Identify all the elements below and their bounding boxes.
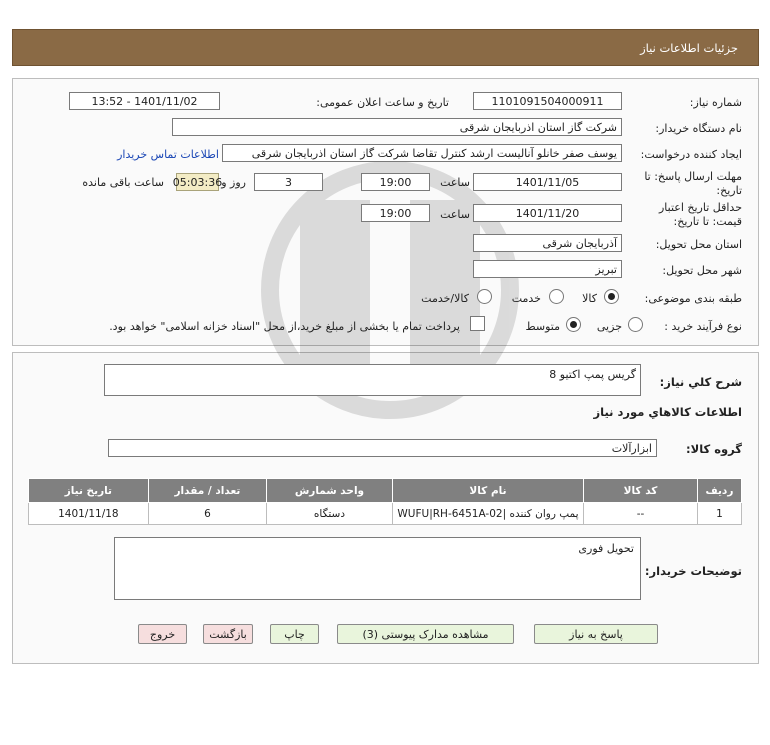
process-radio-minor[interactable]: [628, 317, 643, 332]
table-row: [29, 503, 742, 525]
category-option-goods-service: کالا/خدمت: [421, 292, 469, 305]
city-field: تبریز: [473, 260, 622, 278]
category-radio-goods-service[interactable]: [477, 289, 492, 304]
col-header-need-date: تاریخ نیاز: [29, 479, 149, 503]
print-button[interactable]: چاپ: [270, 624, 319, 644]
treasury-payment-note: پرداخت تمام یا بخشی از مبلغ خرید،از محل "اسناد خزانه اسلامی" خواهد بود.: [109, 320, 460, 333]
cell-row-number: 1: [697, 503, 741, 525]
summary-label: شرح کلي نیاز:: [659, 375, 742, 389]
reply-button[interactable]: پاسخ به نیاز: [534, 624, 658, 644]
remaining-time-label: ساعت باقی مانده: [82, 176, 164, 189]
buyer-notes-label: توضیحات خریدار:: [644, 564, 742, 578]
province-label: استان محل تحویل:: [655, 238, 742, 251]
col-header-row: ردیف: [697, 479, 741, 503]
category-option-goods: کالا: [582, 292, 597, 305]
goods-table-header: [29, 479, 742, 503]
buyer-org-field: شرکت گاز استان اذربایجان شرقی: [172, 118, 622, 136]
cell-quantity: 6: [148, 503, 266, 525]
process-option-minor: جزیی: [596, 320, 622, 333]
page-title: جزئیات اطلاعات نیاز: [640, 40, 738, 55]
col-header-quantity: تعداد / مقدار: [148, 479, 266, 503]
deadline-label: مهلت ارسال پاسخ: تا: [644, 170, 742, 183]
treasury-payment-checkbox[interactable]: [470, 316, 485, 331]
category-radio-goods[interactable]: [604, 289, 619, 304]
province-field: آذربایجان شرقی: [473, 234, 622, 252]
col-header-unit: واحد شمارش: [267, 479, 393, 503]
view-attachments-button[interactable]: مشاهده مدارک پیوستی (3): [337, 624, 514, 644]
deadline-label-date: تاریخ:: [716, 184, 742, 197]
deadline-date-field: 1401/11/05: [473, 173, 622, 191]
process-radio-medium[interactable]: [566, 317, 581, 332]
category-option-service: خدمت: [511, 292, 541, 305]
city-label: شهر محل تحویل:: [662, 264, 742, 277]
need-number-label: شماره نیاز:: [689, 96, 742, 109]
cell-code: --: [584, 503, 698, 525]
goods-info-heading: اطلاعات کالاهاي مورد نیاز: [593, 405, 742, 419]
process-type-label: نوع فرآیند خرید :: [664, 320, 742, 333]
category-label: طبقه بندی موضوعی:: [644, 292, 742, 305]
goods-group-field: ابزارآلات: [108, 439, 657, 457]
cell-need-date: 1401/11/18: [29, 503, 149, 525]
buyer-org-label: نام دستگاه خریدار:: [655, 122, 742, 135]
cell-name: پمپ روان کننده |WUFU|RH-6451A-02: [392, 503, 583, 525]
deadline-time-field: 19:00: [361, 173, 430, 191]
validity-time-field: 19:00: [361, 204, 430, 222]
deadline-time-label: ساعت: [440, 176, 470, 189]
validity-label-date: قیمت: تا تاریخ:: [673, 215, 742, 228]
exit-button[interactable]: خروج: [138, 624, 187, 644]
need-number-field: 1101091504000911: [473, 92, 622, 110]
announce-label: تاریخ و ساعت اعلان عمومی:: [316, 96, 449, 109]
summary-field: گریس پمپ اکتیو 8: [104, 364, 641, 396]
back-button[interactable]: بازگشت: [203, 624, 253, 644]
days-label: روز و: [221, 176, 246, 189]
goods-group-label: گروه کالا:: [686, 442, 742, 456]
cell-unit: دستگاه: [267, 503, 393, 525]
creator-label: ایجاد کننده درخواست:: [640, 148, 742, 161]
process-option-medium: متوسط: [525, 320, 560, 333]
validity-time-label: ساعت: [440, 208, 470, 221]
category-radio-service[interactable]: [549, 289, 564, 304]
validity-date-field: 1401/11/20: [473, 204, 622, 222]
days-remaining-field: 3: [254, 173, 323, 191]
page-header: [12, 29, 759, 66]
buyer-contact-link[interactable]: اطلاعات تماس خریدار: [117, 148, 219, 161]
creator-field: یوسف صفر خانلو آنالیست ارشد کنترل تقاضا شرکت گاز استان اذربایجان شرقی: [222, 144, 622, 162]
col-header-code: کد کالا: [584, 479, 698, 503]
remaining-time-timer: 05:03:36: [176, 173, 219, 191]
goods-table: [28, 478, 742, 525]
buyer-notes-field: تحویل فوری: [114, 537, 641, 600]
col-header-name: نام کالا: [392, 479, 583, 503]
announce-datetime-field: 1401/11/02 - 13:52: [69, 92, 220, 110]
validity-label: حداقل تاریخ اعتبار: [658, 201, 742, 214]
